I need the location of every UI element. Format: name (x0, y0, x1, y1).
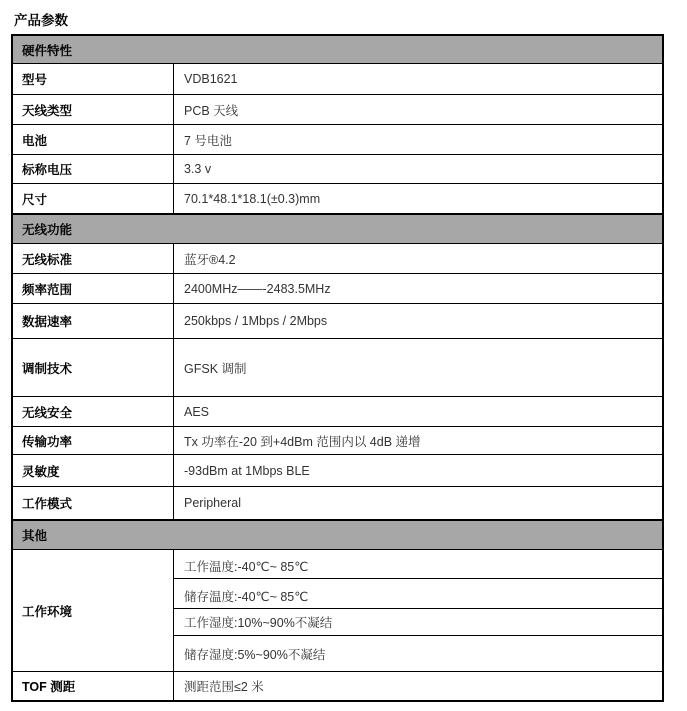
row-label: 天线类型 (13, 95, 174, 124)
row-value: Peripheral (184, 496, 241, 510)
row-label: 尺寸 (13, 184, 174, 213)
row-label: 工作模式 (13, 487, 174, 519)
row-label: 灵敏度 (13, 455, 174, 486)
row-label: 调制技术 (13, 339, 174, 396)
row-label: 电池 (13, 125, 174, 154)
spec-row-antenna-type (13, 95, 662, 125)
spec-row-nominal-voltage (13, 155, 662, 184)
row-value: GFSK 调制 (184, 361, 247, 376)
row-value: 7 号电池 (184, 133, 232, 148)
row-value: 蓝牙®4.2 (184, 252, 236, 267)
row-label: 传输功率 (13, 427, 174, 454)
spec-row-tof-range (13, 672, 662, 700)
env-sub-row-operating-temp: 工作温度:-40℃~ 85℃ (174, 550, 662, 579)
spec-row-wireless-security (13, 397, 662, 427)
section-header-other: 其他 (13, 520, 662, 550)
spec-row-battery (13, 125, 662, 155)
row-label: 工作环境 (13, 550, 174, 671)
row-label: 频率范围 (13, 274, 174, 303)
spec-row-modulation (13, 339, 662, 397)
spec-row-data-rate (13, 304, 662, 339)
row-label: 数据速率 (13, 304, 174, 338)
spec-row-sensitivity (13, 455, 662, 487)
row-label: 无线标准 (13, 244, 174, 273)
page-title: 产品参数 (14, 13, 68, 28)
row-value-group (174, 550, 662, 671)
row-value: -93dBm at 1Mbps BLE (184, 463, 310, 478)
spec-row-model (13, 64, 662, 95)
row-label: 型号 (13, 64, 174, 94)
spec-row-frequency-range (13, 274, 662, 304)
row-label: 标称电压 (13, 155, 174, 183)
row-label: TOF 测距 (13, 672, 174, 700)
row-value: VDB1621 (184, 72, 238, 86)
spec-row-environment (13, 550, 662, 672)
section-header-hardware: 硬件特性 (13, 36, 662, 64)
spec-row-tx-power (13, 427, 662, 455)
row-label: 无线安全 (13, 397, 174, 426)
row-value: 3.3 v (184, 162, 212, 176)
section-header-wireless: 无线功能 (13, 214, 662, 244)
row-value: 测距范围≤2 米 (184, 680, 264, 694)
env-sub-row-storage-temp: 储存温度:-40℃~ 85℃ (174, 579, 662, 609)
row-value: 2400MHz——-2483.5MHz (184, 281, 331, 296)
row-value: 250kbps / 1Mbps / 2Mbps (184, 314, 328, 328)
row-value: PCB 天线 (184, 103, 239, 118)
env-sub-row-storage-humidity: 储存湿度:5%~90%不凝结 (184, 647, 326, 662)
spec-row-working-mode (13, 487, 662, 520)
spec-row-dimensions (13, 184, 662, 214)
env-sub-row-operating-humidity: 工作湿度:10%~90%不凝结 (174, 609, 662, 637)
spec-table (11, 34, 664, 702)
row-value: 70.1*48.1*18.1(±0.3)mm (184, 191, 321, 206)
spec-row-wireless-standard (13, 244, 662, 274)
row-value: Tx 功率在-20 到+4dBm 范围内以 4dB 递增 (184, 434, 421, 449)
row-value: AES (184, 404, 210, 419)
